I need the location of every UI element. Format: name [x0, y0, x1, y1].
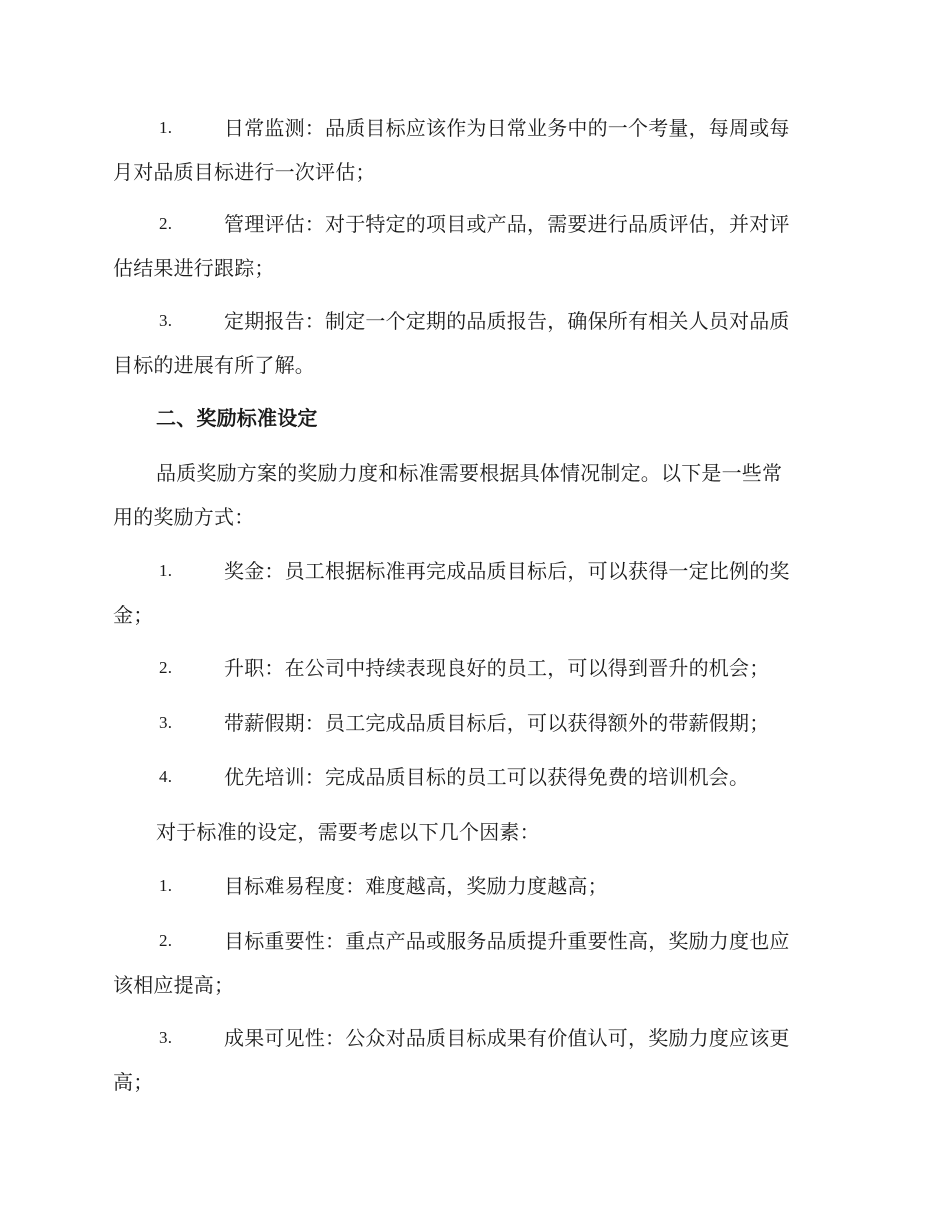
paragraph-text: 对于标准的设定，需要考虑以下几个因素：: [156, 820, 540, 844]
list-item: [113, 646, 835, 690]
list-item-text: 奖金：员工根据标准再完成品质目标后，可以获得一定比例的奖: [224, 559, 790, 583]
list-item-text-continued: 估结果进行跟踪；: [113, 256, 275, 280]
list-item: [113, 701, 835, 745]
list-number: 1.: [159, 561, 173, 580]
paragraph: [113, 810, 835, 854]
paragraph-text: 品质奖励方案的奖励力度和标准需要根据具体情况制定。以下是一些常: [156, 461, 783, 485]
list-item-text-continued: 该相应提高；: [113, 973, 235, 997]
list-number: 1.: [159, 876, 173, 895]
section-heading: 二、奖励标准设定: [156, 406, 318, 430]
list-item-text: 带薪假期：员工完成品质目标后，可以获得额外的带薪假期；: [224, 711, 770, 735]
list-number: 1.: [159, 118, 173, 137]
list-item: [113, 106, 835, 194]
section-heading-block: [113, 396, 835, 440]
list-item: [113, 299, 835, 387]
list-number: 2.: [159, 931, 173, 950]
list-item-text: 管理评估：对于特定的项目或产品，需要进行品质评估，并对评: [224, 212, 790, 236]
list-number: 3.: [159, 713, 173, 732]
list-number: 3.: [159, 311, 173, 330]
paragraph-text-continued: 用的奖励方式：: [113, 505, 255, 529]
list-item: [113, 755, 835, 799]
list-item: [113, 202, 835, 290]
list-item-text-continued: 高；: [113, 1070, 154, 1094]
list-number: 2.: [159, 214, 173, 233]
list-item-text: 优先培训：完成品质目标的员工可以获得免费的培训机会。: [224, 765, 750, 789]
list-number: 4.: [159, 767, 173, 786]
list-item: [113, 864, 835, 908]
list-item-text: 升职：在公司中持续表现良好的员工，可以得到晋升的机会；: [224, 656, 770, 680]
list-item-text: 定期报告：制定一个定期的品质报告，确保所有相关人员对品质: [224, 309, 790, 333]
list-item-text: 目标难易程度：难度越高，奖励力度越高；: [224, 874, 608, 898]
list-item-text: 日常监测：品质目标应该作为日常业务中的一个考量，每周或每: [224, 116, 790, 140]
list-item-text-continued: 目标的进展有所了解。: [113, 353, 315, 377]
list-number: 2.: [159, 658, 173, 677]
list-item: [113, 1016, 835, 1104]
list-item-text: 成果可见性：公众对品质目标成果有价值认可，奖励力度应该更: [224, 1026, 790, 1050]
paragraph: [113, 451, 835, 539]
list-item: [113, 549, 835, 637]
list-item-text-continued: 金；: [113, 603, 154, 627]
list-item: [113, 919, 835, 1007]
list-number: 3.: [159, 1028, 173, 1047]
list-item-text-continued: 月对品质目标进行一次评估；: [113, 160, 376, 184]
list-item-text: 目标重要性：重点产品或服务品质提升重要性高，奖励力度也应: [224, 929, 790, 953]
